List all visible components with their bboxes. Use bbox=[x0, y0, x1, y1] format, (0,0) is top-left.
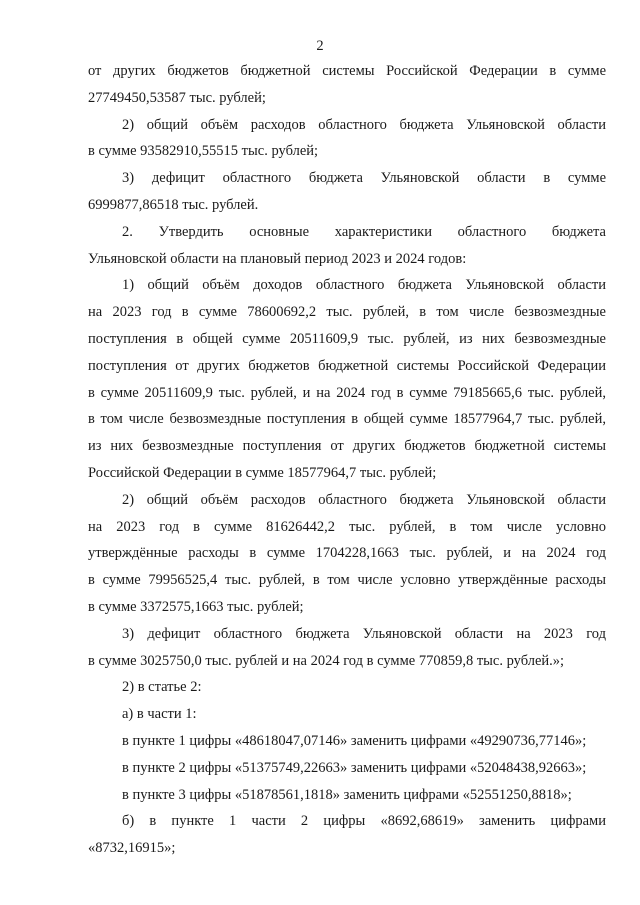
text-line: 3) дефицит областного бюджета Ульяновской области на 2023 год bbox=[122, 625, 606, 642]
text-line: на 2023 год в сумме 81626442,2 тыс. рублей, в том числе условно bbox=[88, 518, 606, 535]
text-line: а) в части 1: bbox=[122, 706, 197, 723]
text-line: поступления от других бюджетов бюджетной системы Российской Федерации bbox=[88, 357, 606, 374]
text-line: 2) общий объём расходов областного бюджета Ульяновской области bbox=[122, 116, 606, 133]
text-line: на 2023 год в сумме 78600692,2 тыс. рублей, в том числе безвозмездные bbox=[88, 304, 606, 321]
text-line: поступления в общей сумме 20511609,9 тыс. рублей, из них безвозмездные bbox=[88, 330, 606, 347]
text-line: 1) общий объём доходов областного бюджета Ульяновской области bbox=[122, 277, 606, 294]
text-line: 6999877,86518 тыс. рублей. bbox=[88, 196, 259, 213]
text-line: 27749450,53587 тыс. рублей; bbox=[88, 89, 266, 106]
text-line: в сумме 93582910,55515 тыс. рублей; bbox=[88, 143, 319, 160]
text-line: утверждённые расходы в сумме 1704228,1663 тыс. рублей, и на 2024 год bbox=[88, 545, 606, 562]
text-line: в сумме 79956525,4 тыс. рублей, в том числе условно утверждённые расходы bbox=[88, 572, 606, 589]
text-line: 2) общий объём расходов областного бюджета Ульяновской области bbox=[122, 491, 606, 508]
text-line: 2) в статье 2: bbox=[122, 679, 202, 696]
text-line: Российской Федерации в сумме 18577964,7 тыс. рублей; bbox=[88, 464, 437, 481]
page-number: 2 bbox=[316, 38, 324, 54]
text-line: от других бюджетов бюджетной системы Российской Федерации в сумме bbox=[88, 63, 606, 79]
text-line: в сумме 3025750,0 тыс. рублей и на 2024 год в сумме 770859,8 тыс. рублей.»; bbox=[88, 652, 565, 669]
text-line: в пункте 2 цифры «51375749,22663» заменить цифрами «52048438,92663»; bbox=[122, 759, 587, 776]
document-body bbox=[88, 58, 606, 862]
text-line: 3) дефицит областного бюджета Ульяновской области в сумме bbox=[122, 170, 606, 187]
text-line: в том числе безвозмездные поступления в общей сумме 18577964,7 тыс. рублей, bbox=[88, 411, 606, 428]
text-line: «8732,16915»; bbox=[88, 840, 176, 857]
text-line: в пункте 1 цифры «48618047,07146» заменить цифрами «49290736,77146»; bbox=[122, 732, 587, 749]
text-line: б) в пункте 1 части 2 цифры «8692,68619» заменить цифрами bbox=[122, 813, 606, 830]
text-line: из них безвозмездные поступления от других бюджетов бюджетной системы bbox=[88, 438, 606, 455]
text-line: Ульяновской области на плановый период 2023 и 2024 годов: bbox=[88, 250, 467, 267]
text-line: 2. Утвердить основные характеристики областного бюджета bbox=[122, 223, 606, 240]
text-line: в сумме 3372575,1663 тыс. рублей; bbox=[88, 598, 304, 615]
text-line: в пункте 3 цифры «51878561,1818» заменить цифрами «52551250,8818»; bbox=[122, 786, 572, 803]
text-line: в сумме 20511609,9 тыс. рублей, и на 2024 год в сумме 79185665,6 тыс. рублей, bbox=[88, 384, 606, 401]
